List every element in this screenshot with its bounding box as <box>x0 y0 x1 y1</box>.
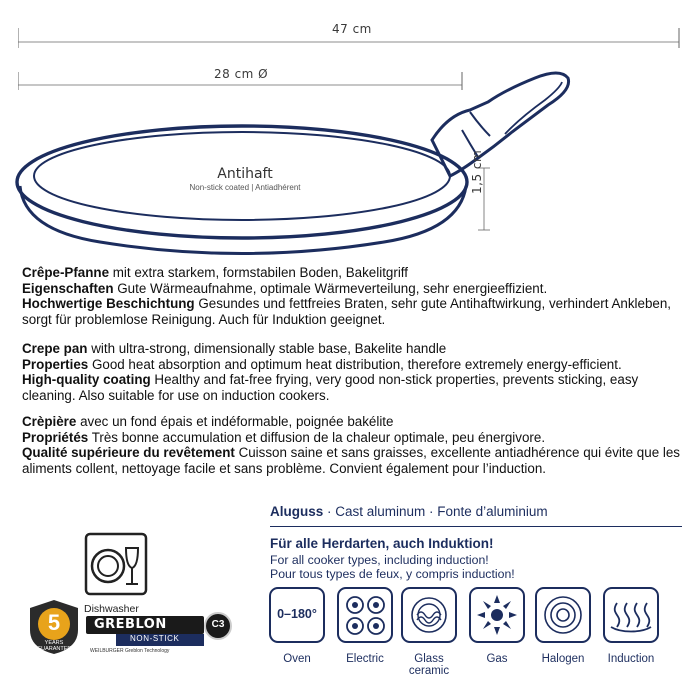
french-line-1: Crèpière avec un fond épais et indéformable, poignée bakélite <box>22 414 394 429</box>
cooker-title: Für alle Herdarten, auch Induktion! <box>270 536 494 551</box>
greblon-c3-seal: C3 <box>204 612 232 640</box>
induction-label: Induction <box>607 653 655 665</box>
glass-ceramic-label: Glass ceramic <box>408 653 450 677</box>
induction-icon <box>603 587 659 643</box>
greblon-non-stick: NON-STICK <box>116 634 204 646</box>
english-line-3: High-quality coating Healthy and fat-free frying, very good non-stick properties, prevents sticking, easy cleaning. Also suitable for use on induction cookers. <box>22 372 639 403</box>
french-line-3: Qualité supérieure du revêtement Cuisson saine et sans graisses, excellente antiadhérence qui évite que les aliments collent, nettoyage facile et sans problème. Convient également pour l’induction. <box>22 445 680 476</box>
halogen-label: Halogen <box>541 653 585 665</box>
english-description <box>22 341 682 403</box>
induction-graphic <box>605 589 657 641</box>
cooker-en: For all cooker types, including induction! <box>270 553 489 567</box>
cooker-fr: Pour tous types de feux, y compris induction! <box>270 567 515 581</box>
german-line-1: Crêpe-Pfanne mit extra starkem, formstabilen Boden, Bakelitgriff <box>22 265 408 280</box>
dishwasher-label: Dishwasher <box>84 603 139 615</box>
total-length-label: 47 cm <box>326 22 378 36</box>
greblon-badge <box>86 612 236 658</box>
crepe-pan-illustration <box>0 60 700 260</box>
gas-flame-graphic <box>471 589 523 641</box>
english-line-2: Properties Good heat absorption and optimum heat distribution, therefore extremely energy-efficient. <box>22 356 622 372</box>
glass-ceramic-icon <box>401 587 457 643</box>
dishwasher-badge <box>84 532 148 615</box>
oven-temperature: 0–180° <box>277 607 317 621</box>
material-divider <box>270 526 682 527</box>
german-description <box>22 265 682 327</box>
french-description <box>22 414 682 476</box>
french-line-2: Propriétés Très bonne accumulation et diffusion de la chaleur optimale, peu énergivore. <box>22 429 546 445</box>
greblon-footer: WEILBURGER Greblon Technology <box>90 648 170 654</box>
greblon-logo: GREBLON <box>86 616 204 634</box>
guarantee-badge <box>28 598 80 656</box>
coating-label-main: Antihaft <box>217 166 273 182</box>
cooker-compatibility <box>270 536 515 581</box>
oven-icon <box>269 587 325 643</box>
total-length-dimension <box>18 20 680 50</box>
german-line-3: Hochwertige Beschichtung Gesundes und fettfreies Braten, sehr gute Antihaftwirkung, verhindert Ankleben, sorgt für problemlose Reinigung. Auch für Induktion geeignet. <box>22 296 672 327</box>
halogen-icon <box>535 587 591 643</box>
diameter-label: 28 cm Ø <box>208 67 274 81</box>
oven-label: Oven <box>283 653 311 665</box>
gas-label: Gas <box>486 653 508 665</box>
electric-hob-icon <box>337 587 393 643</box>
german-line-2: Eigenschaften Gute Wärmeaufnahme, optimale Wärmeverteilung, sehr energieeffizient. <box>22 280 548 296</box>
electric-hob-graphic <box>339 589 391 641</box>
electric-label: Electric <box>346 653 384 665</box>
guarantee-number: 5 <box>47 610 61 635</box>
halogen-graphic <box>537 589 589 641</box>
coating-label-sub: Non-stick coated | Antiadhérent <box>189 183 301 192</box>
gas-flame-icon <box>469 587 525 643</box>
material-line: Aluguss · Cast aluminum · Fonte d’aluminium <box>270 504 548 519</box>
pan-coating-label <box>160 166 330 192</box>
glass-ceramic-graphic <box>403 589 455 641</box>
guarantee-text: YEARS GUARANTEE <box>36 640 72 652</box>
height-label: 1,5 cm <box>470 149 484 194</box>
english-line-1: Crepe pan with ultra-strong, dimensionally stable base, Bakelite handle <box>22 341 447 356</box>
dishwasher-icon <box>84 532 148 596</box>
